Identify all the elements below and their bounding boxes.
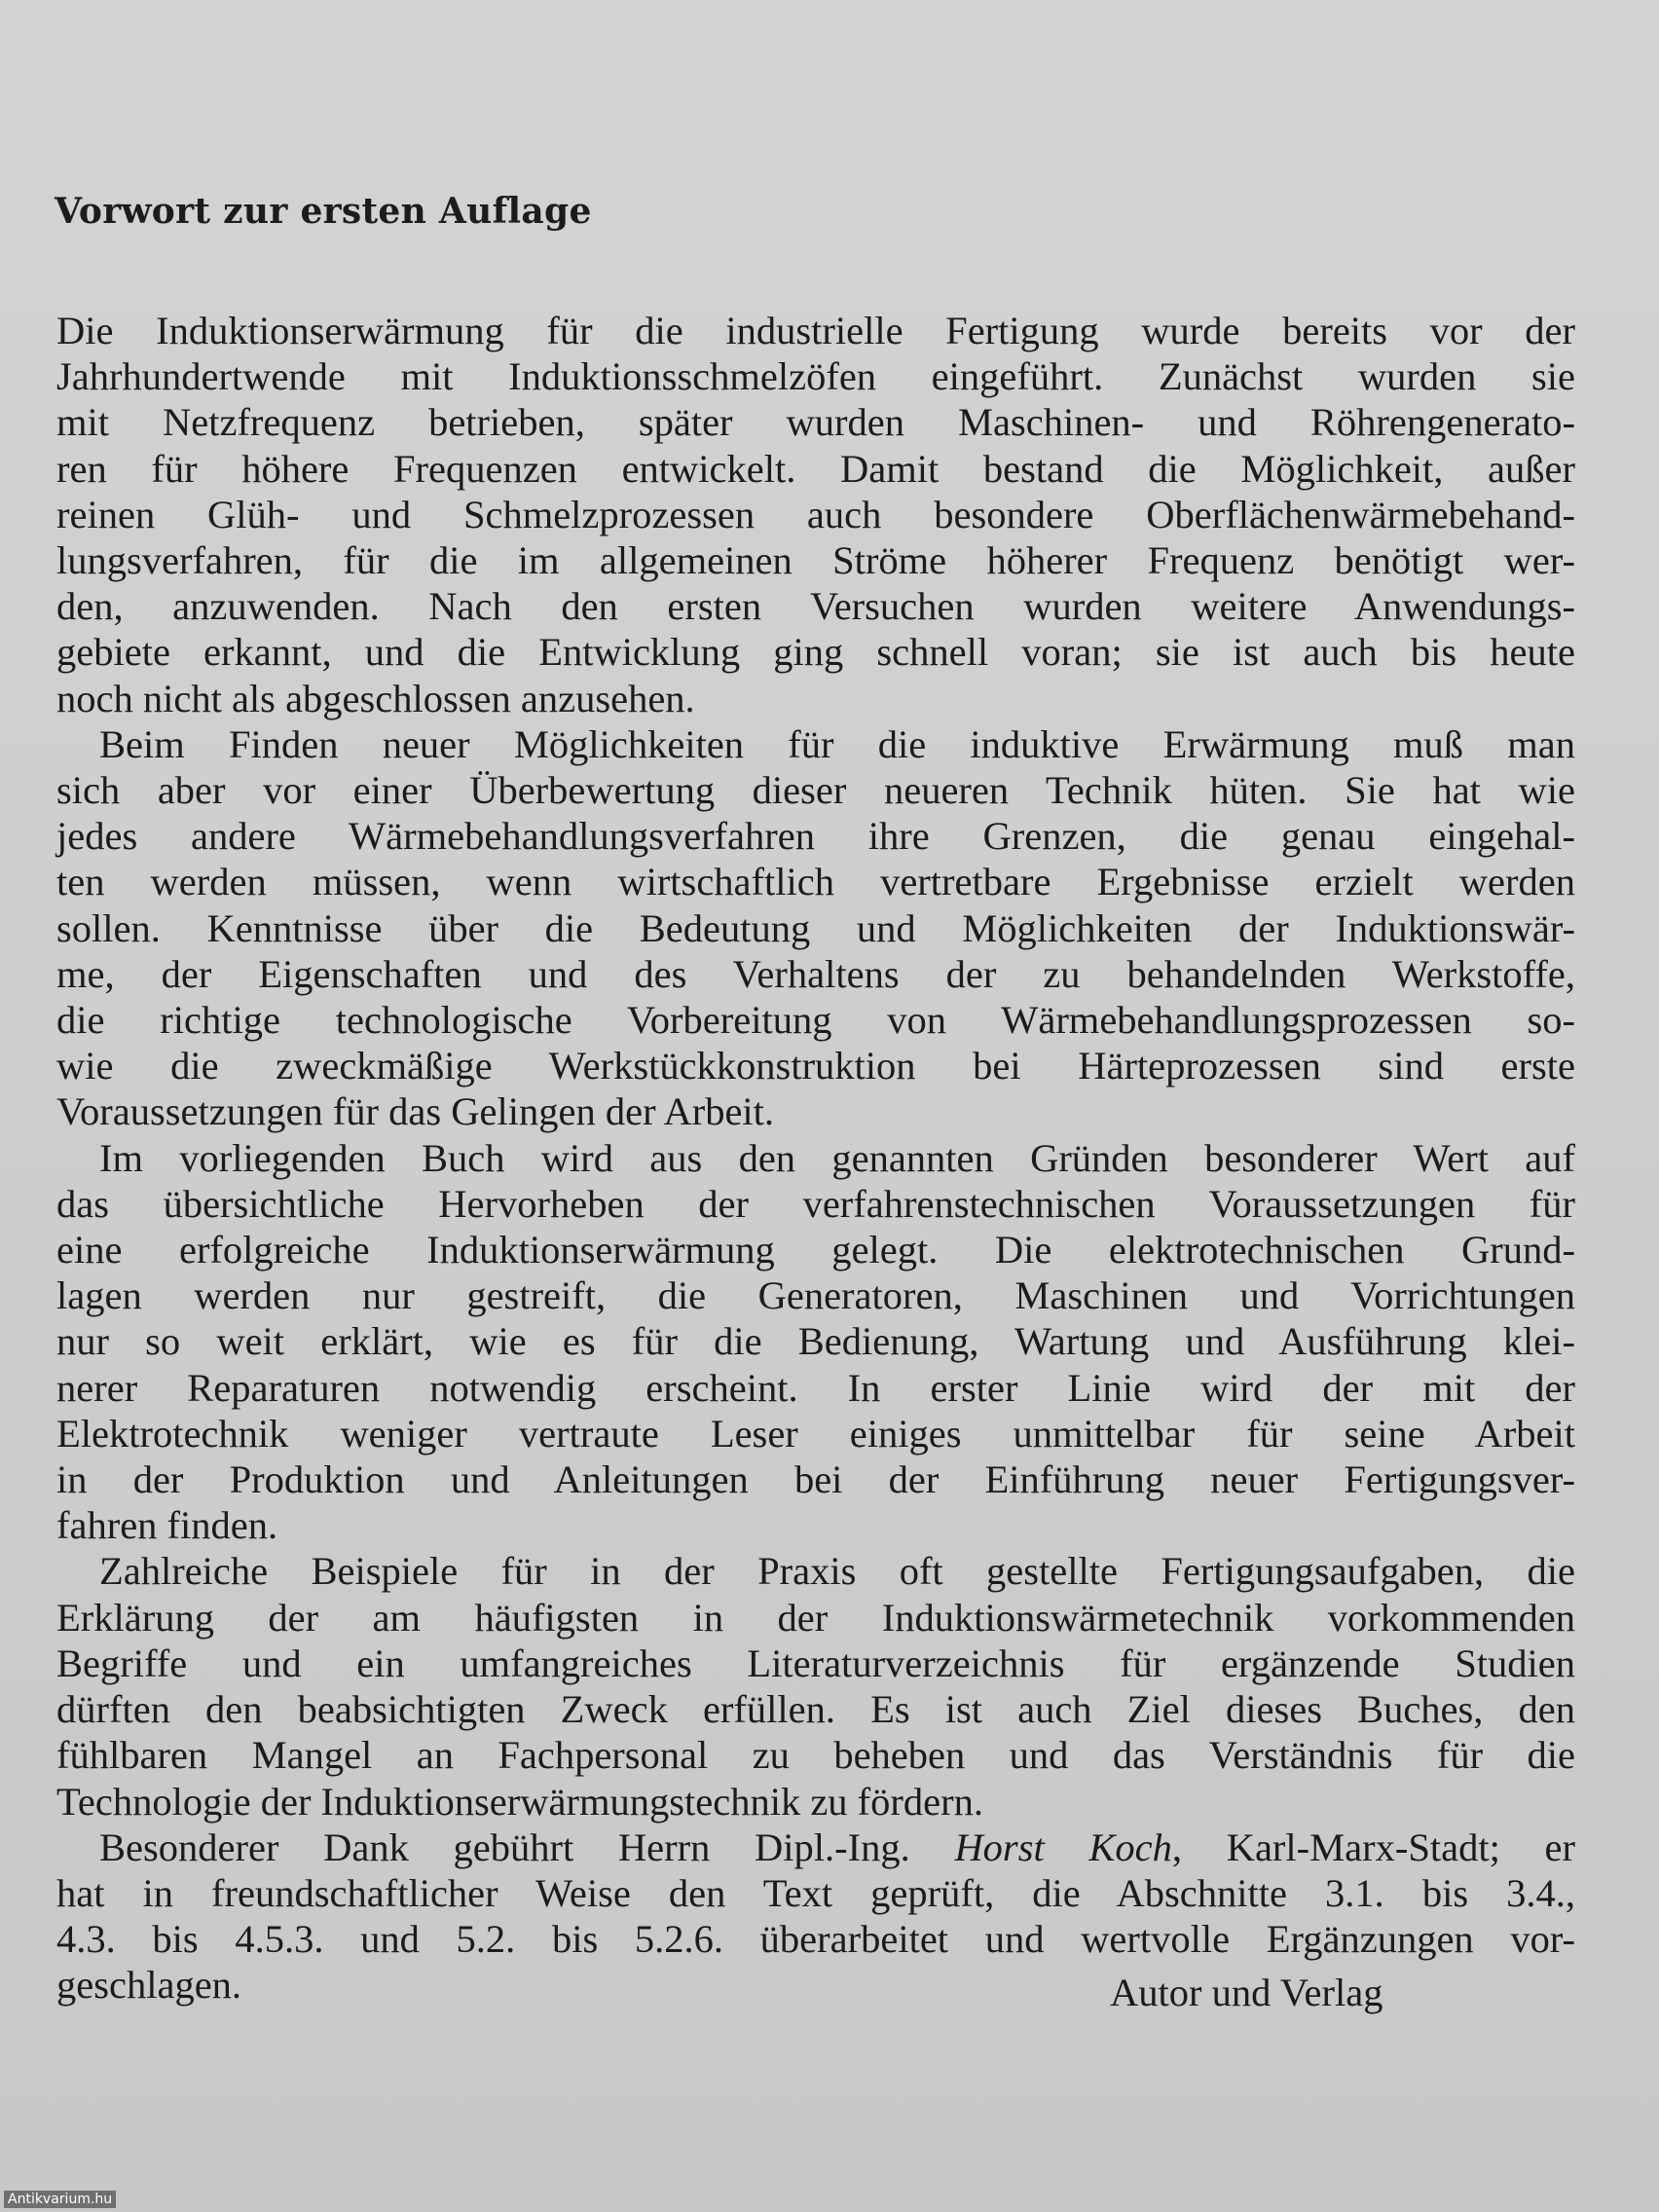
text-line: dürften den beabsichtigten Zweck erfüllen. Es ist auch Ziel dieses Buches, den [56, 1687, 1575, 1732]
paragraph [56, 1135, 1575, 1549]
text-line: das übersichtliche Hervorheben der verfahrenstechnischen Voraussetzungen für [56, 1181, 1575, 1226]
signature: Autor und Verlag [1110, 1971, 1383, 2014]
preface-body [56, 308, 1575, 2009]
text-line: Zahlreiche Beispiele für in der Praxis oft gestellte Fertigungsaufgaben, die [99, 1549, 1575, 1594]
text-line: Besonderer Dank gebührt Herrn Dipl.-Ing. Horst Koch, Karl-Marx-Stadt; er [99, 1825, 1576, 1869]
text-line: lagen werden nur gestreift, die Generatoren, Maschinen und Vorrichtungen [56, 1273, 1575, 1318]
page-heading: Vorwort zur ersten Auflage [55, 191, 592, 232]
person-name: Horst Koch [954, 1825, 1172, 1869]
text-line: geschlagen. [56, 1963, 242, 2008]
text-line: Elektrotechnik weniger vertraute Leser einiges unmittelbar für seine Arbeit [56, 1411, 1575, 1456]
text-line: die richtige technologische Vorbereitung von Wärmebehandlungsprozessen so- [56, 998, 1575, 1043]
text-line: ten werden müssen, wenn wirtschaftlich vertretbare Ergebnisse erzielt werden [56, 860, 1575, 904]
text-line: sich aber vor einer Überbewertung dieser neueren Technik hüten. Sie hat wie [56, 768, 1575, 813]
text-line: fahren finden. [56, 1503, 278, 1548]
text-line: sollen. Kenntnisse über die Bedeutung und Möglichkeiten der Induktionswär- [56, 905, 1575, 950]
paragraph [56, 308, 1575, 721]
text-line: Die Induktionserwärmung für die industrielle Fertigung wurde bereits vor der [56, 309, 1575, 352]
text-line: in der Produktion und Anleitungen bei der Einführung neuer Fertigungsver- [56, 1457, 1575, 1502]
text-line: wie die zweckmäßige Werkstückkonstruktion bei Härteprozessen sind erste [56, 1044, 1575, 1088]
text-line: Erklärung der am häufigsten in der Induktionswärmetechnik vorkommenden [56, 1595, 1575, 1640]
text-line: hat in freundschaftlicher Weise den Text geprüft, die Abschnitte 3.1. bis 3.4., [56, 1870, 1575, 1915]
text-line: lungsverfahren, für die im allgemeinen Ströme höherer Frequenz benötigt wer- [56, 538, 1575, 583]
text-line: eine erfolgreiche Induktionserwärmung gelegt. Die elektrotechnischen Grund- [56, 1228, 1575, 1272]
text-line: Begriffe und ein umfangreiches Literaturverzeichnis für ergänzende Studien [56, 1641, 1575, 1685]
text-line: ren für höhere Frequenzen entwickelt. Damit bestand die Möglichkeit, außer [56, 446, 1575, 491]
text-line: jedes andere Wärmebehandlungsverfahren ihre Grenzen, die genau eingehal- [56, 814, 1575, 859]
text-line: Technologie der Induktionserwärmungstechnik zu fördern. [56, 1779, 983, 1824]
text-line: me, der Eigenschaften und des Verhaltens der zu behandelnden Werkstoffe, [56, 951, 1575, 996]
text-line: Im vorliegenden Buch wird aus den genannten Gründen besonderer Wert auf [99, 1135, 1575, 1180]
text-line: Jahrhundertwende mit Induktionsschmelzöfen eingeführt. Zunächst wurden sie [56, 354, 1575, 399]
text-line: noch nicht als abgeschlossen anzusehen. [56, 676, 695, 720]
text-line: Beim Finden neuer Möglichkeiten für die induktive Erwärmung muß man [99, 721, 1575, 766]
text-line: den, anzuwenden. Nach den ersten Versuchen wurden weitere Anwendungs- [56, 584, 1575, 629]
paragraph [56, 1548, 1575, 1824]
text-line: nerer Reparaturen notwendig erscheint. In erster Linie wird der mit der [56, 1365, 1575, 1410]
watermark: Antikvarium.hu [4, 2191, 116, 2208]
text-line: gebiete erkannt, und die Entwicklung ging schnell voran; sie ist auch bis heute [56, 630, 1575, 675]
text-line: mit Netzfrequenz betrieben, später wurden Maschinen- und Röhrengenerato- [56, 400, 1575, 445]
text-line: 4.3. bis 4.5.3. und 5.2. bis 5.2.6. überarbeitet und wertvolle Ergänzungen vor- [56, 1917, 1575, 1962]
paragraph [56, 721, 1575, 1135]
text-line: reinen Glüh- und Schmelzprozessen auch besondere Oberflächenwärmebehand- [56, 492, 1575, 536]
text-line: fühlbaren Mangel an Fachpersonal zu beheben und das Verständnis für die [56, 1733, 1575, 1778]
text-line: nur so weit erklärt, wie es für die Bedienung, Wartung und Ausführung klei- [56, 1319, 1575, 1364]
text-line: Voraussetzungen für das Gelingen der Arbeit. [56, 1089, 775, 1134]
